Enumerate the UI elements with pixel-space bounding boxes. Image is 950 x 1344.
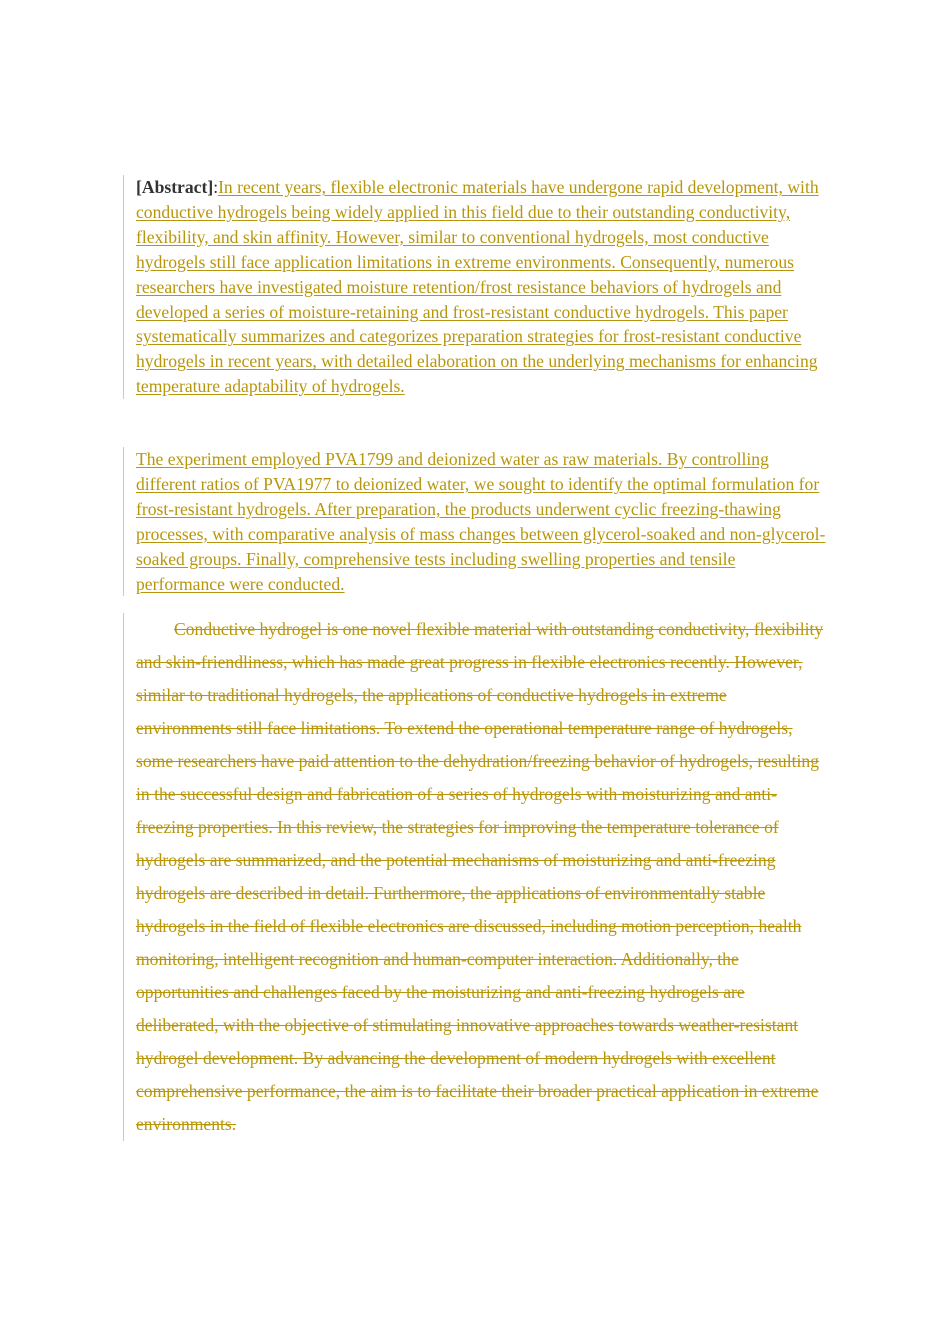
- change-bar: [123, 175, 124, 399]
- abstract-paragraph[interactable]: [136, 175, 826, 399]
- change-bar: [123, 447, 124, 596]
- deleted-paragraph[interactable]: [136, 613, 826, 1141]
- change-bar: [123, 613, 124, 1141]
- inserted-experiment-text[interactable]: The experiment employed PVA1799 and deionized water as raw materials. By controlling different ratios of PVA1977 to deionized water, we sought to identify the optimal formulation for frost-resistant hydrogels. After preparation, the products underwent cyclic freezing-thawing processes, with comparative analysis of mass changes between glycerol-soaked and non-glycerol-soaked groups. Finally, comprehensive tests including swelling properties and tensile performance were conducted.: [136, 449, 826, 594]
- experiment-paragraph[interactable]: [136, 447, 826, 596]
- deleted-paragraph-text[interactable]: Conductive hydrogel is one novel flexible material with outstanding conductivity, flexibility and skin-friendliness, which has made great progress in flexible electronics recently. However, similar to traditional hydrogels, the applications of conductive hydrogels in extreme environments still face limitations. To extend the operational temperature range of hydrogels, some researchers have paid attention to the dehydration/freezing behavior of hydrogels, resulting in the successful design and fabrication of a series of hydrogels with moisturizing and anti-freezing properties. In this review, the strategies for improving the temperature tolerance of hydrogels are summarized, and the potential mechanisms of moisturizing and anti-freezing hydrogels are described in detail. Furthermore, the applications of environmentally stable hydrogels in the field of flexible electronics are discussed, including motion perception, health monitoring, intelligent recognition and human-computer interaction. Additionally, the opportunities and challenges faced by the moisturizing and anti-freezing hydrogels are deliberated, with the objective of stimulating innovative approaches towards weather-resistant hydrogel development. By advancing the development of modern hydrogels with excellent comprehensive performance, the aim is to facilitate their broader practical application in extreme environments.: [136, 619, 824, 1134]
- abstract-colon: :: [213, 177, 219, 197]
- abstract-label: [Abstract]: [136, 177, 214, 197]
- inserted-abstract-text[interactable]: In recent years, flexible electronic materials have undergone rapid development, with conductive hydrogels being widely applied in this field due to their outstanding conductivity, flexibility, and skin affinity. However, similar to conventional hydrogels, most conductive hydrogels still face application limitations in extreme environments. Consequently, numerous researchers have investigated moisture retention/frost resistance behaviors of hydrogels and developed a series of moisture-retaining and frost-resistant conductive hydrogels. This paper systematically summarizes and categorizes preparation strategies for frost-resistant conductive hydrogels in recent years, with detailed elaboration on the underlying mechanisms for enhancing temperature adaptability of hydrogels.: [136, 177, 819, 397]
